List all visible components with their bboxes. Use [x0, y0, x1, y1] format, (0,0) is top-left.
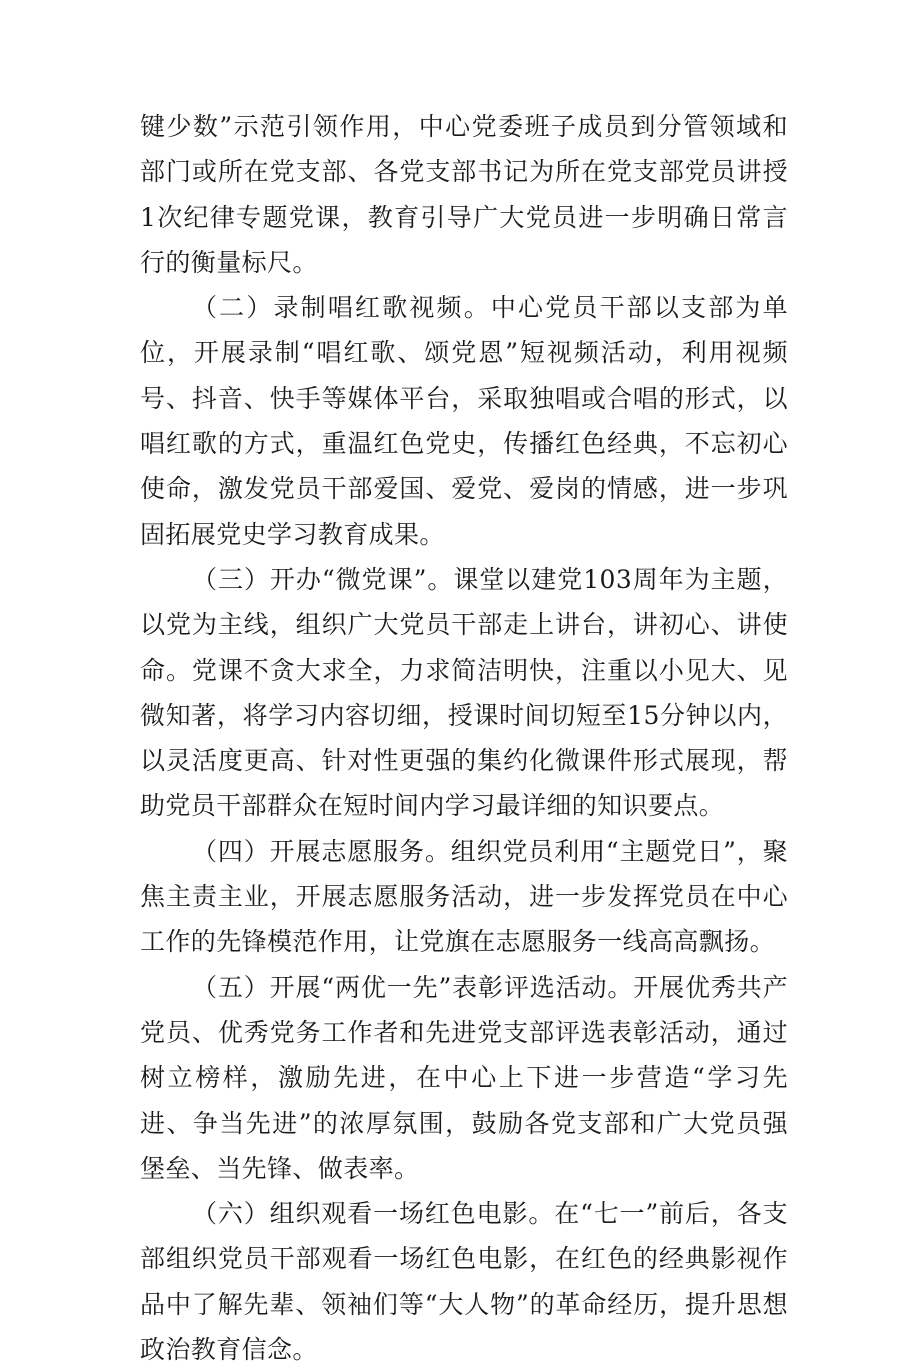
paragraph-section-3: （三）开办“微党课”。课堂以建党103周年为主题，以党为主线，组织广大党员干部走上讲台，讲初心、讲使命。党课不贪大求全，力求简洁明快，注重以小见大、见微知著，将学习内容切细，授课时间切短至15分钟以内，以灵活度更高、针对性更强的集约化微课件形式展现，帮助党员干部群众在短时间内学习最详细的知识要点。 [140, 564, 788, 821]
paragraph-section-4: （四）开展志愿服务。组织党员利用“主题党日”，聚焦主责主业，开展志愿服务活动，进一步发挥党员在中心工作的先锋模范作用，让党旗在志愿服务一线高高飘扬。 [140, 836, 788, 957]
paragraph-section-5: （五）开展“两优一先”表彰评选活动。开展优秀共产党员、优秀党务工作者和先进党支部评选表彰活动，通过树立榜样，激励先进，在中心上下进一步营造“学习先进、争当先进”的浓厚氛围，鼓励各党支部和广大党员强堡垒、当先锋、做表率。 [140, 972, 788, 1183]
paragraph-section-2: （二）录制唱红歌视频。中心党员干部以支部为单位，开展录制“唱红歌、颂党恩”短视频活动，利用视频号、抖音、快手等媒体平台，采取独唱或合唱的形式，以唱红歌的方式，重温红色党史，传播红色经典，不忘初心使命，激发党员干部爱国、爱党、爱岗的情感，进一步巩固拓展党史学习教育成果。 [140, 293, 788, 549]
paragraph-section-6: （六）组织观看一场红色电影。在“七一”前后，各支部组织党员干部观看一场红色电影，在红色的经典影视作品中了解先辈、领袖们等“大人物”的革命经历，提升思想政治教育信念。 [140, 1199, 788, 1365]
paragraph-intro-continued: 键少数”示范引领作用，中心党委班子成员到分管领域和部门或所在党支部、各党支部书记为所在党支部党员讲授1次纪律专题党课，教育引导广大党员进一步明确日常言行的衡量标尺。 [140, 112, 788, 277]
document-body [140, 104, 788, 1372]
